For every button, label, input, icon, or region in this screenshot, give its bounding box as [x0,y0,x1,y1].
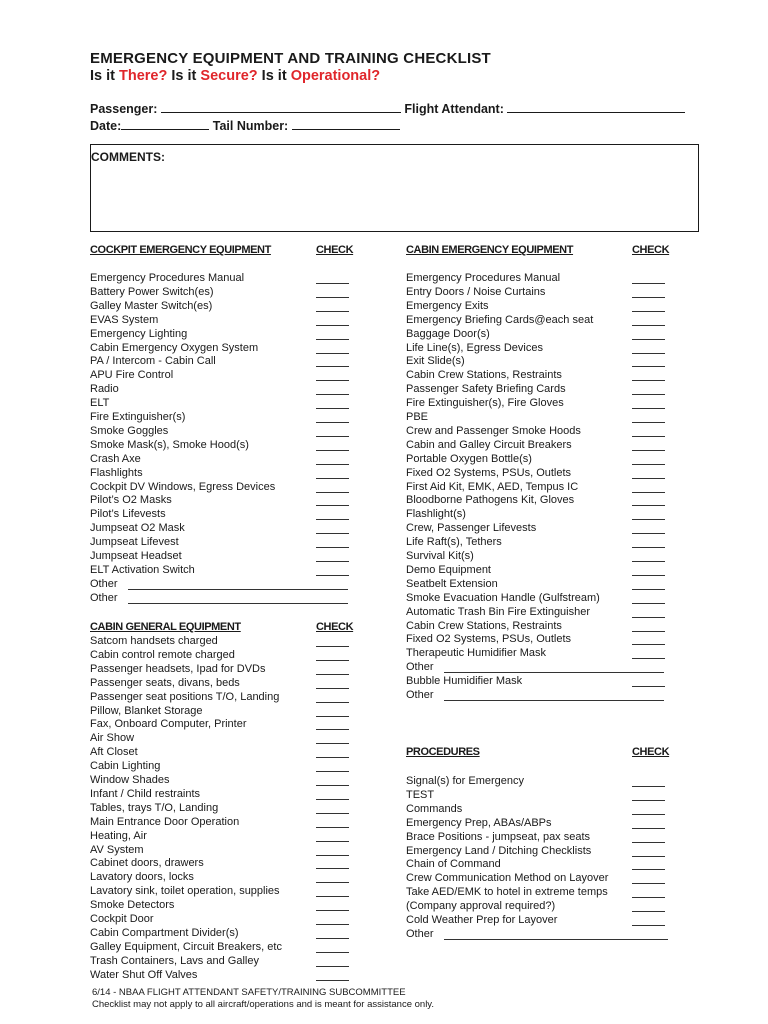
other-write-in-line[interactable] [444,939,668,940]
cabin-emergency-item: Life Line(s), Egress Devices [406,341,543,354]
cockpit-item: ELT [90,397,110,410]
check-blank[interactable] [632,897,665,898]
cabin-general-item: Passenger headsets, Ipad for DVDs [90,662,266,675]
procedures-item: Emergency Land / Ditching Checklists [406,844,592,857]
cabin-emergency-item: Baggage Door(s) [406,327,490,340]
cockpit-item: Emergency Procedures Manual [90,272,245,284]
check-blank[interactable] [316,660,349,661]
cabin-general-item: Passenger seats, divans, beds [90,676,240,689]
procedures-item: Brace Positions - jumpseat, pax seats [406,830,591,843]
comments-label: COMMENTS: [91,150,165,164]
cabin-general-item: Water Shut Off Valves [90,968,198,981]
cabin-general-item: Lavatory doors, locks [90,871,194,884]
subtitle-is-it-3: Is it [257,68,291,84]
check-blank[interactable] [632,603,665,604]
cabin-emergency-item: Fire Extinguisher(s), Fire Gloves [406,397,564,410]
check-blank[interactable] [316,325,349,326]
cockpit-item: Cabin Emergency Oxygen System [90,341,259,354]
cabin-emergency-item: Demo Equipment [406,563,491,576]
check-blank[interactable] [632,617,665,618]
check-blank[interactable] [632,408,665,409]
cabin-general-item: AV System [90,843,144,856]
check-blank[interactable] [632,519,665,520]
check-blank[interactable] [632,911,665,912]
check-blank[interactable] [632,547,665,548]
cabin-emergency-item: Exit Slide(s) [406,355,465,368]
check-blank[interactable] [632,380,665,381]
cockpit-item: Other [90,591,118,604]
cabin-general-section-title: CABIN GENERAL EQUIPMENT [90,621,241,633]
procedures-item: Cold Weather Prep for Layover [406,914,558,926]
check-blank[interactable] [316,422,349,423]
check-blank[interactable] [632,283,665,284]
cabin-general-item: Cabin control remote charged [90,648,235,661]
check-blank[interactable] [316,799,349,800]
check-blank[interactable] [316,882,349,883]
subtitle-secure: Secure? [200,68,258,84]
page-subtitle [90,68,380,84]
tail-number-input[interactable] [292,118,400,130]
cockpit-item: Jumpseat O2 Mask [90,522,185,535]
cabin-emergency-item: Crew and Passenger Smoke Hoods [406,424,581,437]
cabin-general-item: Trash Containers, Lavs and Galley [90,954,259,967]
check-blank[interactable] [316,394,349,395]
check-blank[interactable] [316,771,349,772]
cabin-emergency-item: Cabin Crew Stations, Restraints [406,369,562,382]
flight-attendant-label: Flight Attendant: [404,102,504,116]
check-blank[interactable] [632,800,665,801]
cabin-emergency-item: Other [406,689,434,701]
procedures-item: Chain of Command [406,858,501,871]
check-blank[interactable] [316,813,349,814]
cabin-emergency-item: Therapeutic Humidifier Mask [406,647,546,660]
cabin-general-item: Air Show [90,732,135,745]
procedures-section-title: PROCEDURES [406,746,480,758]
cockpit-item: Crash Axe [90,452,141,465]
check-blank[interactable] [316,533,349,534]
check-blank[interactable] [316,353,349,354]
cabin-emergency-item: Crew, Passenger Lifevests [406,522,537,535]
cockpit-item: Emergency Lighting [90,327,188,340]
other-write-in-line[interactable] [444,672,664,673]
check-blank[interactable] [632,631,665,632]
cockpit-section-title: COCKPIT EMERGENCY EQUIPMENT [90,244,271,256]
cabin-general-item: Cockpit Door [90,913,154,925]
check-blank[interactable] [632,297,665,298]
check-blank[interactable] [316,505,349,506]
procedures-item: TEST [406,788,435,801]
procedures-item: Crew Communication Method on Layover [406,872,609,885]
cockpit-item: Galley Master Switch(es) [90,299,213,312]
check-blank[interactable] [316,478,349,479]
procedures-item: Commands [406,802,463,815]
cabin-general-item: Tables, trays T/O, Landing [90,801,219,814]
cabin-emergency-item: PBE [406,411,429,423]
procedures-check-header: CHECK [632,746,670,758]
cockpit-item: Cockpit DV Windows, Egress Devices [90,480,276,493]
check-blank[interactable] [632,658,665,659]
cockpit-item: Jumpseat Lifevest [90,536,179,549]
passenger-label: Passenger: [90,102,158,116]
cabin-general-item: Cabinet doors, drawers [90,857,204,870]
cabin-emergency-item: Fixed O2 Systems, PSUs, Outlets [406,466,572,479]
cockpit-item: Other [90,577,118,590]
cabin-general-item: Smoke Detectors [90,899,175,912]
flight-attendant-input[interactable] [507,101,685,113]
procedures-item: Take AED/EMK to hotel in extreme temps [406,886,608,899]
cabin-general-item: Lavatory sink, toilet operation, supplies [90,885,280,898]
check-blank[interactable] [316,436,349,437]
procedures-item: (Company approval required?) [406,900,556,913]
cabin-general-item: Satcom handsets charged [90,635,218,647]
check-blank[interactable] [316,380,349,381]
check-blank[interactable] [632,925,665,926]
check-blank[interactable] [632,856,665,857]
cabin-emergency-section-title: CABIN EMERGENCY EQUIPMENT [406,244,574,256]
check-blank[interactable] [316,827,349,828]
tail-number-label: Tail Number: [212,119,289,133]
check-blank[interactable] [316,339,349,340]
cabin-emergency-item: Smoke Evacuation Handle (Gulfstream) [406,591,600,604]
check-blank[interactable] [632,492,665,493]
check-blank[interactable] [316,966,349,967]
cockpit-item: Fire Extinguisher(s) [90,411,186,423]
check-blank[interactable] [316,924,349,925]
date-input[interactable] [121,118,209,130]
cabin-emergency-item: Emergency Procedures Manual [406,272,561,284]
cockpit-item: Battery Power Switch(es) [90,285,214,298]
check-blank[interactable] [316,785,349,786]
check-blank[interactable] [316,646,349,647]
cabin-emergency-item: Fixed O2 Systems, PSUs, Outlets [406,633,572,646]
other-write-in-line[interactable] [444,700,664,701]
cockpit-item: Smoke Goggles [90,424,169,437]
cabin-general-item: Heating, Air [90,829,147,842]
check-blank[interactable] [316,938,349,939]
cabin-emergency-item: Portable Oxygen Bottle(s) [406,452,532,465]
check-blank[interactable] [632,311,665,312]
check-blank[interactable] [316,841,349,842]
check-blank[interactable] [316,311,349,312]
cabin-emergency-item: Cabin Crew Stations, Restraints [406,619,562,632]
cabin-emergency-item: Life Raft(s), Tethers [406,536,502,549]
date-label: Date: [90,119,122,133]
cabin-emergency-item: First Aid Kit, EMK, AED, Tempus IC [406,480,579,493]
check-blank[interactable] [632,394,665,395]
check-blank[interactable] [316,575,349,576]
cockpit-check-header: CHECK [316,244,354,256]
cabin-general-item: Infant / Child restraints [90,787,201,800]
cabin-emergency-item: Entry Doors / Noise Curtains [406,285,546,298]
cabin-general-item: Window Shades [90,774,170,786]
check-blank[interactable] [632,353,665,354]
cabin-emergency-item: Other [406,661,434,674]
check-blank[interactable] [632,814,665,815]
check-blank[interactable] [632,339,665,340]
footer-line-2: Checklist may not apply to all aircraft/operations and is meant for assistance only. [92,999,434,1010]
cabin-general-item: Cabin Compartment Divider(s) [90,926,239,939]
procedures-item: Signal(s) for Emergency [406,775,524,787]
cabin-general-item: Cabin Lighting [90,760,161,773]
cabin-emergency-item: Bloodborne Pathogens Kit, Gloves [406,494,575,507]
cabin-emergency-item: Emergency Briefing Cards@each seat [406,313,594,326]
check-blank[interactable] [316,492,349,493]
check-blank[interactable] [632,464,665,465]
passenger-input[interactable] [161,101,401,113]
check-blank[interactable] [632,505,665,506]
check-blank[interactable] [316,980,349,981]
check-blank[interactable] [316,464,349,465]
check-blank[interactable] [632,686,665,687]
check-blank[interactable] [632,842,665,843]
check-blank[interactable] [632,366,665,367]
cockpit-item: PA / Intercom - Cabin Call [90,355,216,368]
other-write-in-line[interactable] [128,603,348,604]
cockpit-item: Jumpseat Headset [90,550,182,562]
check-blank[interactable] [316,688,349,689]
check-blank[interactable] [632,869,665,870]
check-blank[interactable] [316,757,349,758]
cockpit-item: Smoke Mask(s), Smoke Hood(s) [90,438,249,451]
cabin-emergency-item: Passenger Safety Briefing Cards [406,383,566,396]
cabin-emergency-item: Cabin and Galley Circuit Breakers [406,438,572,451]
cabin-general-item: Pillow, Blanket Storage [90,704,203,717]
check-blank[interactable] [632,883,665,884]
check-blank[interactable] [316,450,349,451]
check-blank[interactable] [632,644,665,645]
subtitle-is-it-1: Is it [90,68,120,84]
check-blank[interactable] [316,910,349,911]
cockpit-item: EVAS System [90,313,159,326]
cockpit-item: ELT Activation Switch [90,563,195,576]
passenger-field [90,101,685,116]
subtitle-operational: Operational? [290,68,381,84]
check-blank[interactable] [632,436,665,437]
procedures-item: Emergency Prep, ABAs/ABPs [406,816,552,829]
check-blank[interactable] [316,702,349,703]
check-blank[interactable] [632,561,665,562]
comments-box[interactable] [90,144,699,232]
check-blank[interactable] [316,674,349,675]
cockpit-item: APU Fire Control [90,369,174,382]
check-blank[interactable] [316,729,349,730]
check-blank[interactable] [316,896,349,897]
check-blank[interactable] [316,952,349,953]
check-blank[interactable] [316,297,349,298]
cabin-emergency-item: Seatbelt Extension [406,577,498,590]
date-field [90,118,400,133]
cockpit-item: Radio [90,383,119,396]
procedures-item: Other [406,927,434,940]
check-blank[interactable] [316,868,349,869]
check-blank[interactable] [316,716,349,717]
cockpit-item: Pilot’s Lifevests [90,508,166,521]
check-blank[interactable] [632,575,665,576]
check-blank[interactable] [632,589,665,590]
check-blank[interactable] [632,450,665,451]
cabin-general-item: Passenger seat positions T/O, Landing [90,690,280,703]
cabin-general-item: Main Entrance Door Operation [90,815,240,828]
other-write-in-line[interactable] [128,589,348,590]
check-blank[interactable] [632,533,665,534]
check-blank[interactable] [632,422,665,423]
cockpit-item: Pilot’s O2 Masks [90,494,172,507]
check-blank[interactable] [632,478,665,479]
check-blank[interactable] [316,366,349,367]
cockpit-item: Flashlights [90,466,143,479]
check-blank[interactable] [316,547,349,548]
cabin-general-item: Galley Equipment, Circuit Breakers, etc [90,940,282,953]
cabin-emergency-item: Survival Kit(s) [406,550,474,562]
cabin-general-check-header: CHECK [316,621,354,633]
cabin-emergency-item: Flashlight(s) [406,508,466,521]
cabin-emergency-item: Emergency Exits [406,299,489,312]
subtitle-is-it-2: Is it [167,68,201,84]
cabin-emergency-item: Automatic Trash Bin Fire Extinguisher [406,605,591,618]
cabin-emergency-item: Bubble Humidifier Mask [406,675,523,688]
cabin-general-item: Aft Closet [90,746,138,759]
check-blank[interactable] [632,786,665,787]
check-blank[interactable] [316,561,349,562]
check-blank[interactable] [632,828,665,829]
check-blank[interactable] [316,283,349,284]
footer-line-1: 6/14 - NBAA FLIGHT ATTENDANT SAFETY/TRAINING SUBCOMMITTEE [92,987,406,998]
check-blank[interactable] [632,325,665,326]
cabin-general-item: Fax, Onboard Computer, Printer [90,718,247,731]
check-blank[interactable] [316,408,349,409]
check-blank[interactable] [316,855,349,856]
check-blank[interactable] [316,519,349,520]
page-title: EMERGENCY EQUIPMENT AND TRAINING CHECKLIST [90,50,491,67]
cabin-emergency-check-header: CHECK [632,244,670,256]
subtitle-there: There? [119,68,168,84]
check-blank[interactable] [316,743,349,744]
